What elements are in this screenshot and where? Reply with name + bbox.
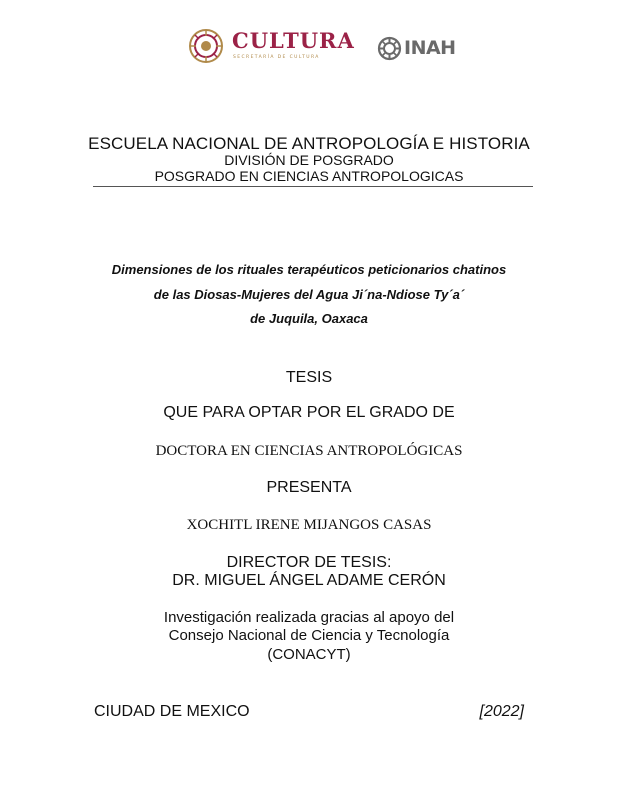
degree-name: DOCTORA EN CIENCIAS ANTROPOLÓGICAS [155,443,463,459]
year-label: [2022] [479,703,524,720]
acknowledgement-line-1: Investigación realizada gracias al apoyo del [163,609,455,626]
cultura-logo [188,26,353,70]
document-type: TESIS [285,369,333,386]
inah-wordmark: INAH [404,37,456,59]
presenta-label: PRESENTA [266,479,352,496]
cultura-emblem-icon [188,28,224,64]
thesis-title-line-1: Dimensiones de los rituales terapéuticos peticionarios chatinos [111,262,507,277]
inah-logo [377,35,467,63]
degree-intro: QUE PARA OPTAR POR EL GRADO DE [163,404,455,421]
cultura-wordmark: CULTURA [232,28,355,53]
cultura-subtitle: SECRETARÍA DE CULTURA [233,55,320,60]
program-name: POSGRADO EN CIENCIAS ANTROPOLOGICAS [154,168,464,184]
director-label: DIRECTOR DE TESIS: [226,554,392,571]
thesis-title-line-2: de las Diosas-Mujeres del Agua Ji´na-Ndiose Ty´a´ [153,287,465,302]
header-divider [93,186,533,187]
acknowledgement-line-2: Consejo Nacional de Ciencia y Tecnología [168,627,450,644]
logo-bar [0,26,618,70]
division-name: DIVISIÓN DE POSGRADO [224,152,394,168]
inah-emblem-icon [377,36,402,61]
thesis-title-line-3: de Juquila, Oaxaca [250,311,368,326]
acknowledgement-line-3: (CONACYT) [267,646,351,663]
director-name: DR. MIGUEL ÁNGEL ADAME CERÓN [172,572,446,589]
school-name: ESCUELA NACIONAL DE ANTROPOLOGÍA E HISTORIA [88,134,530,153]
author-name: XOCHITL IRENE MIJANGOS CASAS [186,517,432,533]
city-label: CIUDAD DE MEXICO [94,703,250,720]
